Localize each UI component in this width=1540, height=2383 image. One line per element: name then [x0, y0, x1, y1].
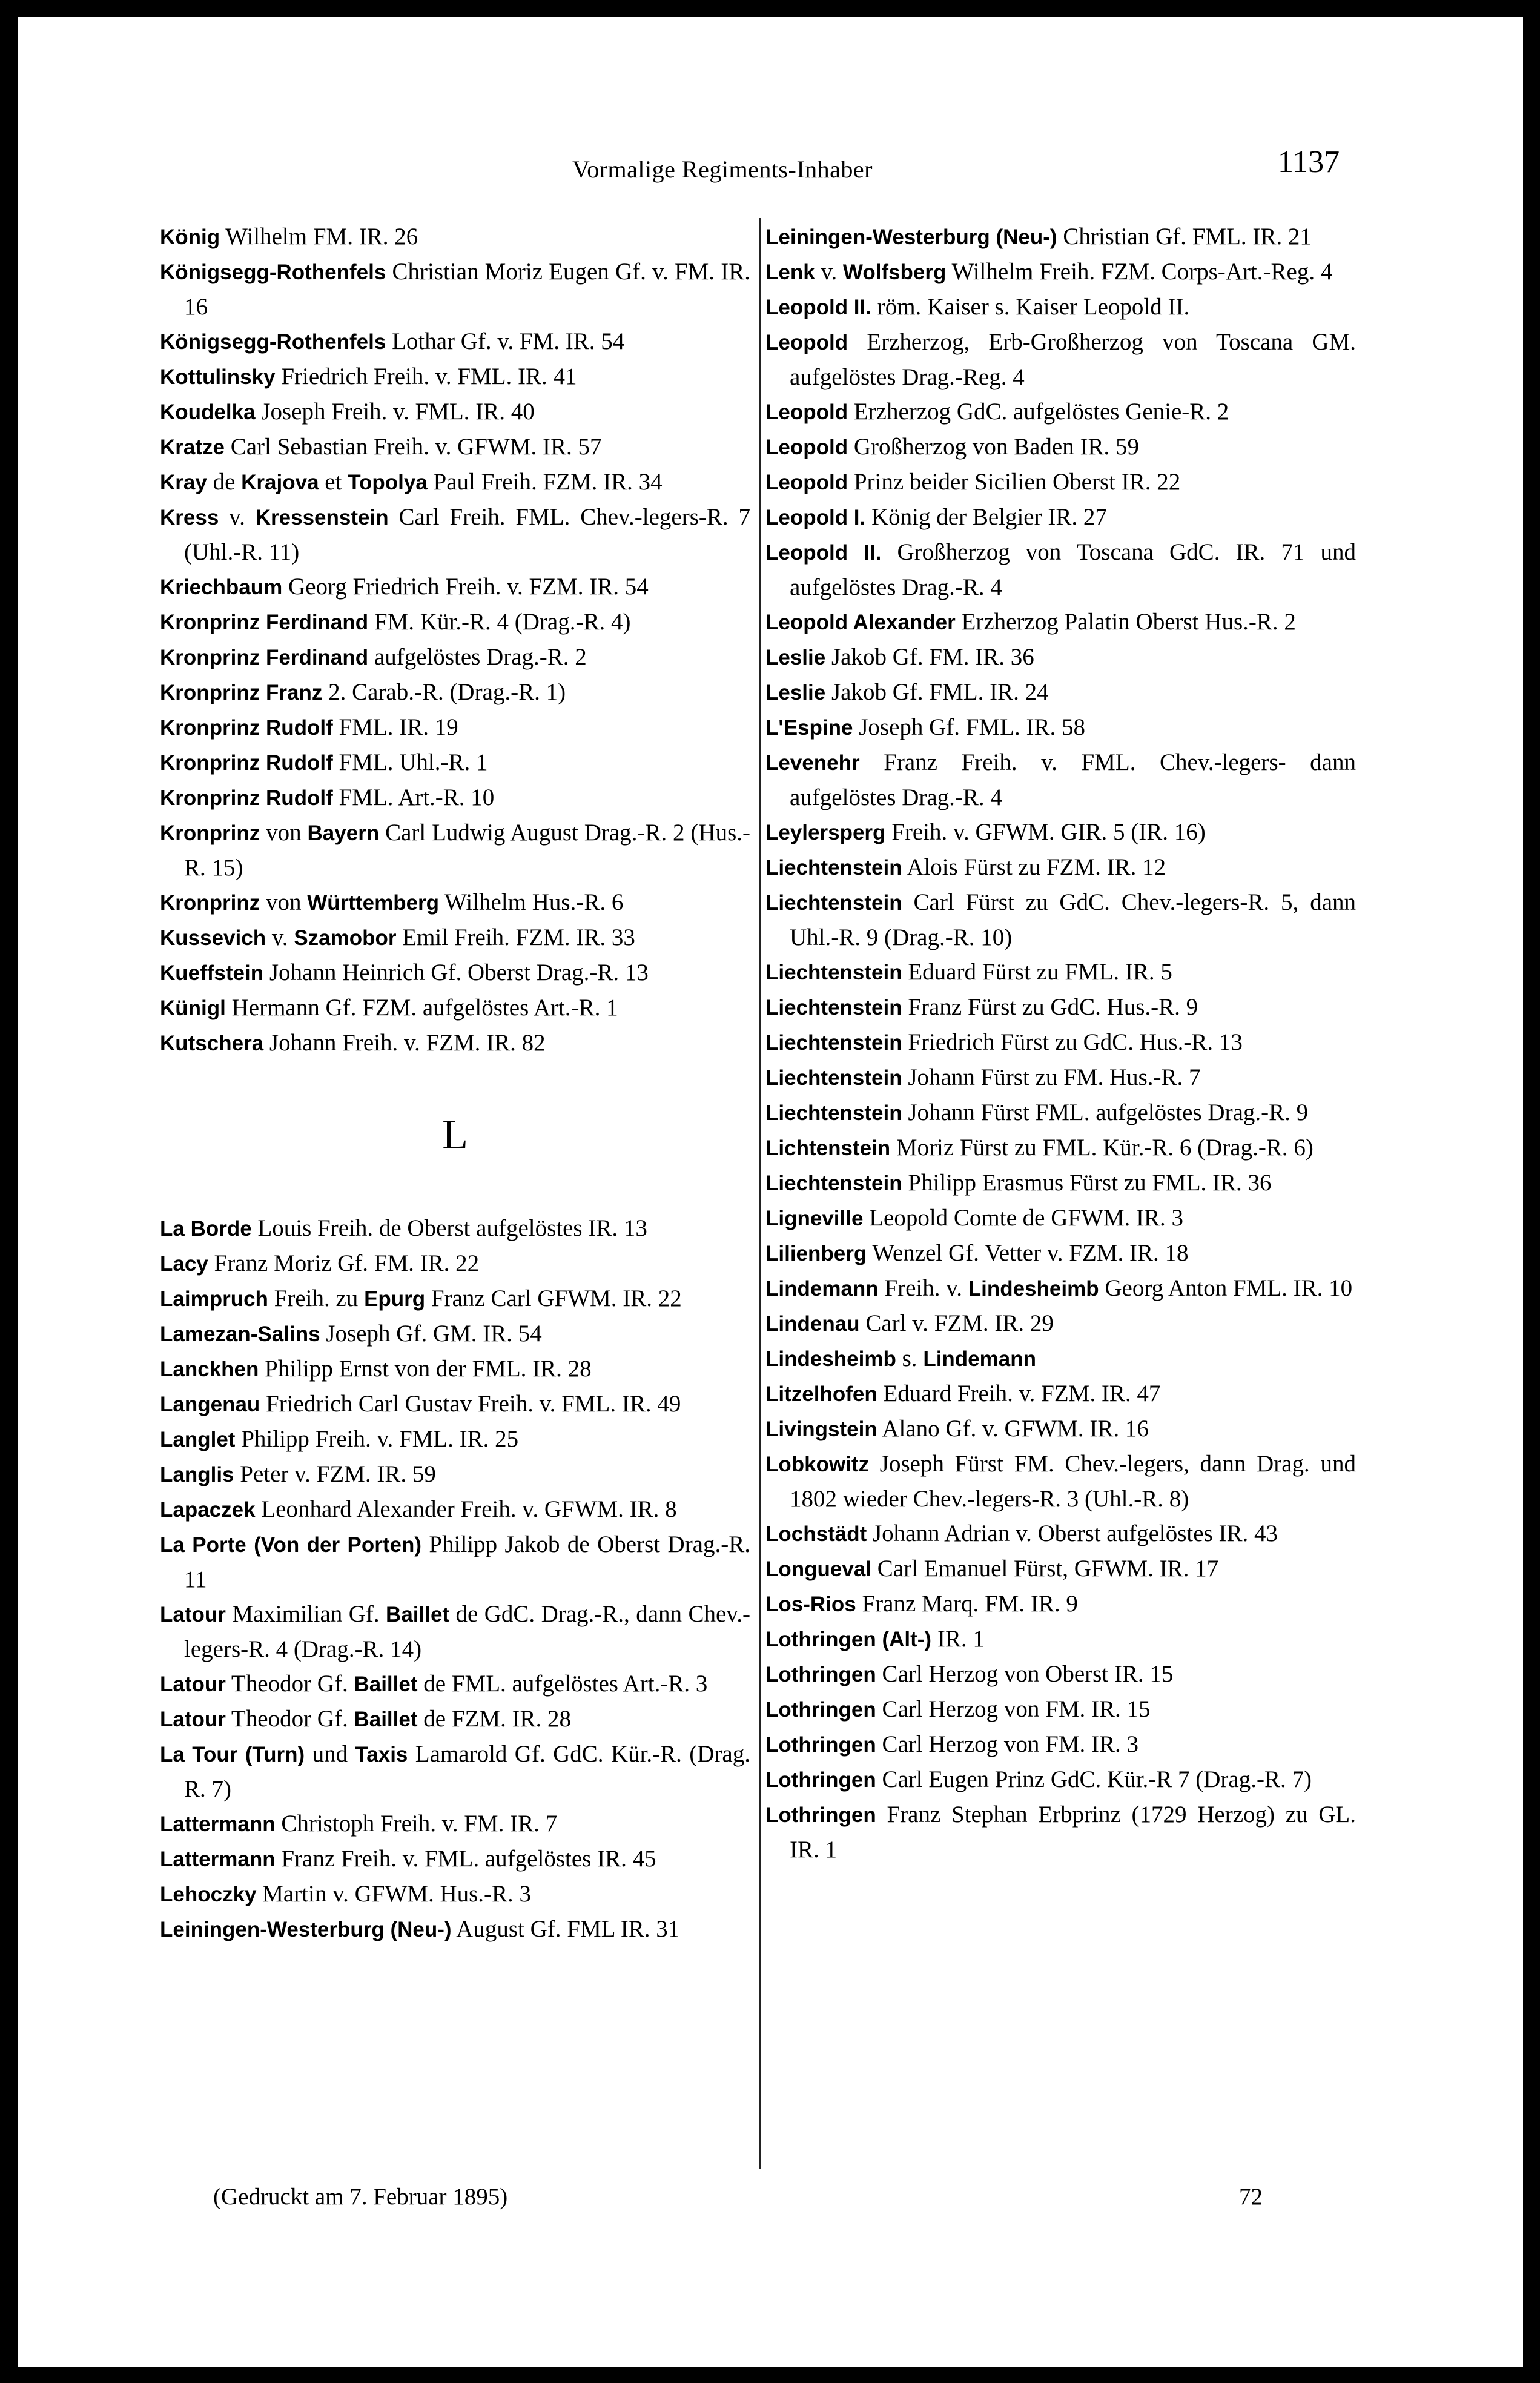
entry-text: Christian Moriz Eugen Gf. v. FM. IR. 16: [184, 259, 750, 320]
register-entry: [160, 500, 750, 569]
entry-keyword: Krajova: [241, 471, 319, 494]
register-entry: [765, 605, 1356, 640]
entry-text: Christian Gf. FML. IR. 21: [1057, 224, 1312, 250]
entry-keyword: Leylersperg: [765, 821, 886, 844]
entry-text: Wilhelm Freih. FZM. Corps-Art.-Reg. 4: [946, 259, 1333, 285]
register-entry: [765, 710, 1356, 745]
entry-text: Carl Herzog von FM. IR. 15: [876, 1696, 1151, 1722]
entry-keyword: La Tour (Turn): [160, 1743, 305, 1766]
register-entry: [765, 429, 1356, 465]
entry-keyword: Liechtenstein: [765, 856, 902, 880]
entry-text: Wilhelm Hus.-R. 6: [439, 889, 624, 915]
entry-text: Martin v. GFWM. Hus.-R. 3: [256, 1881, 532, 1907]
entry-keyword: Latour: [160, 1672, 226, 1696]
entry-text: Philipp Jakob de Oberst Drag.-R. 11: [184, 1531, 750, 1593]
entry-text: Emil Freih. FZM. IR. 33: [396, 924, 635, 950]
register-entry: [765, 1447, 1356, 1516]
entry-keyword: Kutschera: [160, 1032, 264, 1055]
register-entry: [160, 1422, 750, 1457]
entry-keyword: Lindesheimb: [765, 1347, 896, 1371]
register-entry: [765, 1025, 1356, 1060]
entry-keyword: Langenau: [160, 1393, 260, 1416]
entry-keyword: Leopold Alexander: [765, 611, 956, 634]
register-entry: [160, 990, 750, 1026]
entry-text: röm. Kaiser s. Kaiser Leopold II.: [871, 294, 1190, 320]
entry-keyword: Kronprinz Rudolf: [160, 716, 333, 740]
entry-text: Theodor Gf.: [225, 1671, 354, 1697]
register-entry: [160, 1806, 750, 1841]
entry-text: Leopold Comte de GFWM. IR. 3: [863, 1205, 1184, 1231]
register-entry: [160, 1737, 750, 1806]
entry-keyword: Lattermann: [160, 1812, 276, 1836]
entry-text: Carl Herzog von Oberst IR. 15: [876, 1661, 1174, 1687]
entry-text: Jakob Gf. FML. IR. 24: [825, 679, 1049, 705]
register-entry: [160, 394, 750, 429]
entry-keyword: Lothringen: [765, 1803, 876, 1827]
register-entry: [765, 290, 1356, 325]
register-entry: [160, 569, 750, 605]
entry-text: Carl Freih. FML. Chev.-legers-R. 7 (Uhl.-R. 11): [184, 504, 751, 565]
entry-keyword: Kronprinz Ferdinand: [160, 611, 369, 634]
entry-keyword: Wolfsberg: [842, 260, 947, 284]
register-entry: [765, 1551, 1356, 1586]
entry-text: Franz Fürst zu GdC. Hus.-R. 9: [902, 994, 1198, 1020]
register-entry: [765, 885, 1356, 955]
entry-text: Erzherzog Palatin Oberst Hus.-R. 2: [955, 609, 1296, 635]
entry-text: s.: [896, 1345, 924, 1371]
entry-text: Philipp Freih. v. FML. IR. 25: [235, 1426, 519, 1452]
register-entry: [765, 1341, 1356, 1376]
entry-keyword: Lothringen (Alt-): [765, 1628, 932, 1651]
entry-keyword: Leslie: [765, 646, 826, 669]
register-entry: [160, 1877, 750, 1912]
entry-keyword: Leopold: [765, 436, 848, 459]
entry-text: Joseph Fürst FM. Chev.-legers, dann Drag. und 1802 wieder Chev.-legers-R. 3 (Uhl.-R. 8): [790, 1451, 1356, 1512]
register-entry: [765, 990, 1356, 1025]
entry-text: Johann Fürst FML. aufgelöstes Drag.-R. 9: [902, 1099, 1309, 1125]
entry-text: Carl Fürst zu GdC. Chev.-legers-R. 5, dann Uhl.-R. 9 (Drag.-R. 10): [790, 889, 1356, 950]
entry-keyword: Lichtenstein: [765, 1136, 891, 1160]
entry-keyword: Langlet: [160, 1428, 236, 1451]
entry-keyword: Liechtenstein: [765, 1031, 902, 1055]
entry-keyword: Künigl: [160, 996, 226, 1020]
entry-text: Eduard Freih. v. FZM. IR. 47: [877, 1380, 1161, 1407]
entry-text: Paul Freih. FZM. IR. 34: [427, 469, 663, 495]
register-entry: [160, 1281, 750, 1316]
register-entry: [765, 219, 1356, 254]
register-entry: [765, 1201, 1356, 1236]
entry-text: Jakob Gf. FM. IR. 36: [825, 644, 1034, 670]
register-entry: [765, 640, 1356, 675]
register-entry: [160, 780, 750, 815]
entry-text: v.: [266, 924, 294, 950]
register-entry: [160, 1316, 750, 1351]
entry-keyword: Leopold: [765, 471, 848, 494]
entry-keyword: Württemberg: [307, 891, 440, 915]
register-entry: [765, 1060, 1356, 1095]
entry-keyword: Liechtenstein: [765, 891, 902, 915]
entry-keyword: Königsegg-Rothenfels: [160, 260, 386, 284]
register-entry: [765, 745, 1356, 815]
entry-keyword: Lindenau: [765, 1312, 860, 1336]
entry-text: von: [260, 820, 308, 846]
entry-keyword: Ligneville: [765, 1207, 864, 1230]
register-entry: [765, 1306, 1356, 1341]
entry-text: Philipp Ernst von der FML. IR. 28: [259, 1356, 592, 1382]
entry-text: Friedrich Freih. v. FML. IR. 41: [275, 363, 577, 389]
entry-text: de FZM. IR. 28: [417, 1706, 572, 1732]
entry-keyword: Lochstädt: [765, 1522, 867, 1546]
entry-text: FM. Kür.-R. 4 (Drag.-R. 4): [368, 609, 631, 635]
entry-text: August Gf. FML IR. 31: [451, 1916, 680, 1942]
register-entry: [160, 1702, 750, 1737]
entry-text: Franz Freih. v. FML. aufgelöstes IR. 45: [275, 1846, 656, 1872]
register-entry: [160, 429, 750, 465]
entry-text: Hermann Gf. FZM. aufgelöstes Art.-R. 1: [225, 995, 618, 1021]
entry-keyword: Livingstein: [765, 1417, 877, 1441]
entry-text: Christoph Freih. v. FM. IR. 7: [275, 1811, 558, 1837]
entry-keyword: Kronprinz: [160, 891, 260, 915]
register-entry: [160, 815, 750, 885]
entry-keyword: Kratze: [160, 436, 225, 459]
register-entry: [765, 1622, 1356, 1657]
register-entry: [765, 465, 1356, 500]
entry-text: Lamarold Gf. GdC. Kür.-R. (Drag. R. 7): [184, 1741, 750, 1802]
entry-text: FML. Art.-R. 10: [332, 784, 495, 810]
entry-text: et: [319, 469, 348, 495]
entry-keyword: La Porte (Von der Porten): [160, 1533, 421, 1557]
register-entry: [160, 1211, 750, 1246]
entry-keyword: Lehoczky: [160, 1883, 257, 1906]
entry-keyword: Leiningen-Westerburg (Neu-): [765, 225, 1057, 249]
entry-text: Carl Ludwig August Drag.-R. 2 (Hus.-R. 15): [184, 820, 750, 881]
entry-text: Alano Gf. v. GFWM. IR. 16: [877, 1416, 1149, 1442]
register-entry: [160, 710, 750, 745]
register-entry: [160, 465, 750, 500]
register-entry: [765, 1727, 1356, 1762]
entry-keyword: Kressenstein: [255, 506, 389, 529]
register-entry: [160, 324, 750, 359]
entry-keyword: Lanckhen: [160, 1357, 259, 1381]
entry-text: Philipp Erasmus Fürst zu FML. IR. 36: [902, 1170, 1272, 1196]
entry-keyword: Lattermann: [160, 1848, 276, 1871]
entry-text: IR. 1: [931, 1626, 985, 1652]
entry-keyword: Leopold: [765, 400, 848, 424]
entry-keyword: Lothringen: [765, 1663, 876, 1686]
entry-keyword: Litzelhofen: [765, 1382, 877, 1406]
register-entry: [765, 1411, 1356, 1447]
register-entry: [160, 1026, 750, 1061]
register-entry: [160, 885, 750, 920]
entry-keyword: Leopold II.: [765, 541, 882, 565]
entry-text: Franz Freih. v. FML. Chev.-legers- dann aufgelöstes Drag.-R. 4: [790, 749, 1356, 810]
register-entry: [160, 1492, 750, 1527]
register-entry: [765, 1271, 1356, 1306]
entry-text: und: [305, 1741, 355, 1767]
entry-keyword: Topolya: [348, 471, 428, 494]
entry-text: Großherzog von Baden IR. 59: [848, 434, 1139, 460]
entry-keyword: Kronprinz Franz: [160, 681, 323, 704]
entry-keyword: Lindemann: [923, 1347, 1036, 1371]
entry-text: FML. IR. 19: [332, 714, 458, 740]
register-entry: [160, 955, 750, 990]
entry-text: Carl v. FZM. IR. 29: [859, 1310, 1054, 1336]
entry-keyword: Leopold II.: [765, 296, 871, 319]
register-entry: [765, 1762, 1356, 1797]
entry-keyword: Leiningen-Westerburg (Neu-): [160, 1918, 452, 1941]
entry-text: Wilhelm FM. IR. 26: [220, 224, 418, 250]
entry-text: Prinz beider Sicilien Oberst IR. 22: [848, 469, 1181, 495]
entry-keyword: Liechtenstein: [765, 1066, 902, 1090]
entry-keyword: Lindemann: [765, 1277, 879, 1301]
entry-text: de FML. aufgelöstes Art.-R. 3: [417, 1671, 708, 1697]
entry-text: Joseph Freih. v. FML. IR. 40: [255, 399, 535, 425]
entry-text: Alois Fürst zu FZM. IR. 12: [902, 854, 1166, 880]
entry-text: von: [260, 889, 308, 915]
entry-keyword: Kray: [160, 471, 207, 494]
register-entry: [765, 254, 1356, 290]
entry-text: Georg Friedrich Freih. v. FZM. IR. 54: [282, 574, 649, 600]
entry-text: de: [207, 469, 242, 495]
register-entry: [160, 1912, 750, 1947]
entry-text: Moriz Fürst zu FML. Kür.-R. 6 (Drag.-R. 6): [890, 1135, 1314, 1161]
entry-keyword: Kronprinz: [160, 821, 260, 845]
entry-keyword: Lapaczek: [160, 1498, 256, 1522]
entry-text: Carl Emanuel Fürst, GFWM. IR. 17: [871, 1556, 1219, 1582]
entry-keyword: Epurg: [364, 1287, 426, 1311]
entry-keyword: Kronprinz Rudolf: [160, 786, 333, 810]
entry-text: Carl Eugen Prinz GdC. Kür.-R 7 (Drag.-R. 7): [876, 1766, 1312, 1792]
entry-text: v.: [815, 259, 843, 285]
entry-text: v.: [219, 504, 256, 530]
entry-keyword: Lenk: [765, 260, 815, 284]
register-entry: [160, 1666, 750, 1702]
entry-keyword: Latour: [160, 1708, 226, 1731]
entry-keyword: Lothringen: [765, 1698, 876, 1722]
entry-text: Erzherzog GdC. aufgelöstes Genie-R. 2: [848, 399, 1229, 425]
entry-text: Erzherzog, Erb-Großherzog von Toscana GM. aufgelöstes Drag.-Reg. 4: [790, 329, 1356, 390]
entry-keyword: Kueffstein: [160, 961, 264, 985]
register-entry: [160, 640, 750, 675]
register-entry: [160, 605, 750, 640]
entry-keyword: Leslie: [765, 681, 826, 704]
register-entry: [160, 1246, 750, 1281]
entry-keyword: Taxis: [355, 1743, 408, 1766]
section-letter: L: [442, 1112, 468, 1158]
entry-keyword: Königsegg-Rothenfels: [160, 330, 386, 354]
entry-keyword: Los-Rios: [765, 1593, 856, 1616]
entry-keyword: Bayern: [307, 821, 380, 845]
entry-text: Eduard Fürst zu FML. IR. 5: [902, 959, 1172, 985]
entry-text: Freih. v.: [878, 1275, 968, 1301]
entry-text: Carl Sebastian Freih. v. GFWM. IR. 57: [224, 434, 602, 460]
entry-keyword: Koudelka: [160, 400, 256, 424]
register-entry: [765, 1165, 1356, 1201]
entry-keyword: Kronprinz Ferdinand: [160, 646, 369, 669]
entry-keyword: Kress: [160, 506, 219, 529]
register-entry: [160, 254, 750, 324]
entry-text: Leonhard Alexander Freih. v. GFWM. IR. 8: [255, 1496, 677, 1522]
entry-keyword: Laimpruch: [160, 1287, 268, 1311]
left-column: [160, 219, 750, 1947]
entry-text: Maximilian Gf.: [225, 1601, 386, 1627]
entry-text: Wenzel Gf. Vetter v. FZM. IR. 18: [867, 1240, 1189, 1266]
register-entry: [765, 1516, 1356, 1551]
entry-text: Joseph Gf. FML. IR. 58: [853, 714, 1085, 740]
sheet-signature: 72: [1239, 2184, 1263, 2210]
entry-text: Franz Stephan Erbprinz (1729 Herzog) zu GL. IR. 1: [790, 1801, 1356, 1863]
register-entry: [765, 1236, 1356, 1271]
register-entry: [160, 745, 750, 780]
entries-k: [160, 219, 750, 1061]
running-header-title: Vormalige Regiments-Inhaber: [572, 156, 873, 183]
entry-text: Peter v. FZM. IR. 59: [234, 1461, 436, 1487]
register-entry: [765, 535, 1356, 605]
entry-keyword: Lothringen: [765, 1733, 876, 1757]
entry-keyword: L'Espine: [765, 716, 853, 740]
entry-text: König der Belgier IR. 27: [865, 504, 1107, 530]
register-entry: [765, 1095, 1356, 1130]
register-entry: [765, 955, 1356, 990]
entry-text: Franz Carl GFWM. IR. 22: [425, 1285, 682, 1311]
entry-text: Louis Freih. de Oberst aufgelöstes IR. 13: [251, 1215, 647, 1241]
register-entry: [160, 1597, 750, 1666]
entry-text: Theodor Gf.: [225, 1706, 354, 1732]
entry-text: de GdC. Drag.-R., dann Chev.-legers-R. 4 (Drag.-R. 14): [184, 1601, 750, 1662]
entry-text: Franz Marq. FM. IR. 9: [856, 1591, 1078, 1617]
right-column: [765, 219, 1356, 1867]
register-entry: [765, 500, 1356, 535]
entry-text: Freih. zu: [268, 1285, 365, 1311]
entry-keyword: Lindesheimb: [968, 1277, 1099, 1301]
entry-text: Carl Herzog von FM. IR. 3: [876, 1731, 1139, 1757]
register-entry: [160, 1841, 750, 1877]
entry-keyword: Kronprinz Rudolf: [160, 751, 333, 775]
entry-text: Johann Freih. v. FZM. IR. 82: [263, 1030, 546, 1056]
entry-text: Lothar Gf. v. FM. IR. 54: [386, 328, 625, 354]
entry-text: Johann Heinrich Gf. Oberst Drag.-R. 13: [263, 959, 649, 986]
entry-keyword: Latour: [160, 1603, 226, 1626]
register-entry: [160, 1527, 750, 1597]
page-number: 1137: [1278, 145, 1340, 179]
entry-keyword: Kussevich: [160, 926, 266, 950]
entry-text: Johann Adrian v. Oberst aufgelöstes IR. 43: [867, 1520, 1278, 1546]
register-entry: [765, 850, 1356, 885]
entry-keyword: Lothringen: [765, 1768, 876, 1792]
entry-keyword: Langlis: [160, 1463, 234, 1486]
register-entry: [160, 920, 750, 955]
entry-text: Friedrich Fürst zu GdC. Hus.-R. 13: [902, 1029, 1243, 1055]
entry-keyword: Leopold: [765, 331, 848, 354]
entry-keyword: La Borde: [160, 1217, 252, 1241]
entry-text: aufgelöstes Drag.-R. 2: [368, 644, 587, 670]
register-entry: [160, 1387, 750, 1422]
register-entry: [765, 1657, 1356, 1692]
entries-l: [160, 1211, 750, 1947]
entry-text: Friedrich Carl Gustav Freih. v. FML. IR. 49: [260, 1391, 681, 1417]
register-entry: [765, 1692, 1356, 1727]
entry-text: Georg Anton FML. IR. 10: [1099, 1275, 1353, 1301]
entry-keyword: Liechtenstein: [765, 961, 902, 984]
entry-keyword: Lacy: [160, 1252, 208, 1276]
register-entry: [765, 325, 1356, 394]
entry-text: Freih. v. GFWM. GIR. 5 (IR. 16): [885, 819, 1206, 845]
entry-keyword: Longueval: [765, 1557, 872, 1581]
entry-keyword: König: [160, 225, 220, 249]
register-entry: [765, 1130, 1356, 1165]
entry-keyword: Leopold I.: [765, 506, 866, 529]
register-entry: [765, 1586, 1356, 1622]
entry-keyword: Lobkowitz: [765, 1453, 870, 1476]
entry-keyword: Liechtenstein: [765, 1172, 902, 1195]
register-entry: [765, 675, 1356, 710]
register-entry: [765, 1376, 1356, 1411]
entries-l-continued: [765, 219, 1356, 1867]
register-entry: [160, 219, 750, 254]
register-entry: [160, 1457, 750, 1492]
column-divider: [759, 218, 761, 2169]
entry-keyword: Liechtenstein: [765, 1101, 902, 1125]
register-entry: [160, 1351, 750, 1387]
register-entry: [160, 675, 750, 710]
entry-text: FML. Uhl.-R. 1: [332, 749, 488, 775]
entry-keyword: Liechtenstein: [765, 996, 902, 1019]
entry-text: Großherzog von Toscana GdC. IR. 71 und aufgelöstes Drag.-R. 4: [790, 539, 1356, 600]
entry-keyword: Baillet: [386, 1603, 450, 1626]
entry-keyword: Kriechbaum: [160, 575, 283, 599]
register-entry: [160, 359, 750, 394]
register-entry: [765, 1797, 1356, 1867]
entry-keyword: Baillet: [354, 1708, 418, 1731]
entry-keyword: Lamezan-Salins: [160, 1322, 320, 1346]
register-entry: [765, 394, 1356, 429]
entry-text: Franz Moriz Gf. FM. IR. 22: [208, 1250, 480, 1276]
entry-keyword: Kottulinsky: [160, 365, 276, 389]
entry-keyword: Szamobor: [294, 926, 397, 950]
entry-keyword: Levenehr: [765, 751, 860, 775]
entry-text: Johann Fürst zu FM. Hus.-R. 7: [902, 1064, 1201, 1090]
entry-text: 2. Carab.-R. (Drag.-R. 1): [322, 679, 566, 705]
entry-keyword: Baillet: [354, 1672, 418, 1696]
entry-keyword: Lilienberg: [765, 1242, 867, 1265]
entry-text: Joseph Gf. GM. IR. 54: [320, 1321, 542, 1347]
register-entry: [765, 815, 1356, 850]
print-date-footer: (Gedruckt am 7. Februar 1895): [213, 2184, 508, 2210]
